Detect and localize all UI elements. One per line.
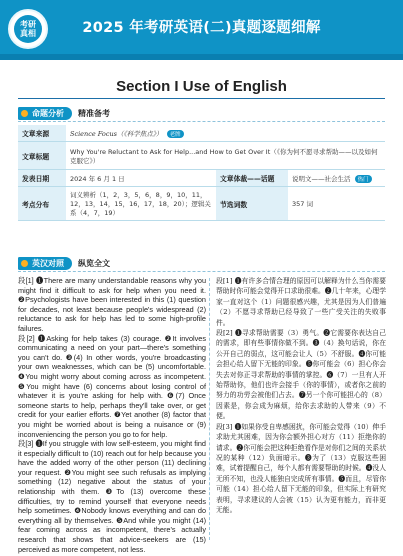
section-title: Section I Use of English <box>116 78 287 95</box>
section-divider <box>18 98 385 99</box>
logo-text-bottom: 真相 <box>20 29 36 38</box>
genre-label: 文章体裁——话题 <box>216 170 288 187</box>
comparison-tag-label: 英汉对照 <box>18 257 72 270</box>
english-paragraph-3: 段[3] ❶If you struggle with low self-esteem, you might find it especially difficult to (10) reach out for help because you have the added worry of the other person (11) declining your request. ❷You might see such refusals as implying something (12) negative about the status of your relationship with them. ❸To (13) overcome these difficulties, try to remind yourself that everyone needs help sometimes. ❹Nobody knows everything and can do everything all by themselves. ❺And while you might (14) fear coming across as incompetent, there's actually research that shows that advice-seekers are (15) perceived as more competent, not less. <box>18 439 206 554</box>
comparison-tag-sub: 纵览全文 <box>78 258 110 268</box>
info-row-date <box>18 170 385 187</box>
info-row-source <box>18 125 385 142</box>
comparison-tag-line <box>18 271 385 272</box>
article-info-table <box>18 125 385 221</box>
chinese-paragraph-2: 段[2] ❶寻求帮助需要（3）勇气。❷它需要你表达自己的需求，即有些事情你做不到。❸（4）换句话说，你在公开自己的弱点，这可能会让人（5）不舒服。❹你可能会担心给人留下无能的印象。❺你可能会（6）担心你会失去对你正寻求帮助的事情的掌控。❻（7）一旦有人开始帮助你，他们也许会接手（你的事情），或者你之前的努力的功劳会被他们占去。❼另一个你可能担心的（8）因素是，你会成为麻烦，给你去求助的人带来（9）不便。 <box>216 329 386 421</box>
date-label: 发表日期 <box>18 170 66 187</box>
header-banner <box>0 0 403 60</box>
title-label: 文章标题 <box>18 142 66 170</box>
info-row-title <box>18 142 385 170</box>
wordcount-label: 节选词数 <box>216 187 288 221</box>
genre-pill: 热门 <box>355 175 372 183</box>
points-label: 考点分布 <box>18 187 66 221</box>
column-divider <box>209 278 210 540</box>
genre-cell <box>288 170 385 187</box>
analysis-tag <box>18 106 110 120</box>
chinese-paragraph-3: 段[3] ❶如果你受自卑感困扰，你可能会觉得（10）伸手求助尤其困难，因为你会额外担心对方（11）拒绝你的请求。❷你可能会把这种拒绝看作是对你们之间的关系状况的某种（12）负面暗示。❸为了（13）克服这些困难，试着提醒自己，每个人都有需要帮助的时候。❹没人无所不知，也没人能独自完成所有事情。❺而且，尽管你可能（14）担心给人留下无能的印象，但实际上有研究表明，寻求建议的人会被（15）认为更有能力，而非更无能。 <box>216 422 386 514</box>
points-value: 词义辨析（1，2，3，5，6，8，9，10，11，12，13，14，15，16，17，18，20）；逻辑关系（4，7，19） <box>66 187 216 221</box>
source-label: 文章来源 <box>18 125 66 142</box>
info-row-points <box>18 187 385 221</box>
analysis-tag-line <box>18 121 385 122</box>
source-pill: 老牌 <box>167 130 184 138</box>
date-value: 2024 年 6 月 1 日 <box>66 170 216 187</box>
title-value: Why You're Reluctant to Ask for Help...and How to Get Over It（《你为何不愿寻求帮助——以及如何克服它》） <box>66 142 385 170</box>
analysis-tag-sub: 精准备考 <box>78 108 110 118</box>
page-title: 2025 年考研英语(二)真题逐题细解 <box>82 20 321 36</box>
analysis-tag-label: 命题分析 <box>18 107 72 120</box>
wordcount-value: 357 词 <box>288 187 385 221</box>
chinese-paragraph-1: 段[1] ❶有许多合情合理的原因可以解释为什么当你需要帮助时你可能会觉得开口求助很难。❷几十年来，心理学家一直对这个（1）问题很感兴趣，尤其是因为人们普遍（2）不愿寻求帮助已经导致了一些广受关注的失败事件。 <box>216 277 386 327</box>
source-cell <box>66 125 385 142</box>
english-paragraph-1: 段[1] ❶There are many understandable reasons why you might find it difficult to ask for help when you need it. ❷Psychologists have been interested in this (1) question for decades, not least because people's widespread (2) reluctance to ask for help has led to some high-profile failures. <box>18 276 206 333</box>
comparison-tag <box>18 256 110 270</box>
english-column <box>18 276 206 554</box>
english-paragraph-2: 段[2] ❶Asking for help takes (3) courage. ❷It involves communicating a need on your part—there's something you can't do. ❸(4) In other words, you're broadcasting your own weaknesses, which can be (5) uncomfortable. ❹You might worry about coming across as incompetent. ❺You might have (6) concerns about losing control of whatever it is you're asking for help with. ❻(7) Once someone starts to help, perhaps they'll take over, or get credit for your earlier efforts. ❼Yet another (8) factor that you might be worried about is being a nuisance or (9) inconveniencing the person you go to for help. <box>18 333 206 439</box>
genre-value: 说明文——社会生活 <box>292 174 351 183</box>
logo-text-top: 考研 <box>20 20 36 29</box>
chinese-column <box>216 276 386 515</box>
source-value: Science Focus（《科学焦点》） <box>70 129 163 138</box>
